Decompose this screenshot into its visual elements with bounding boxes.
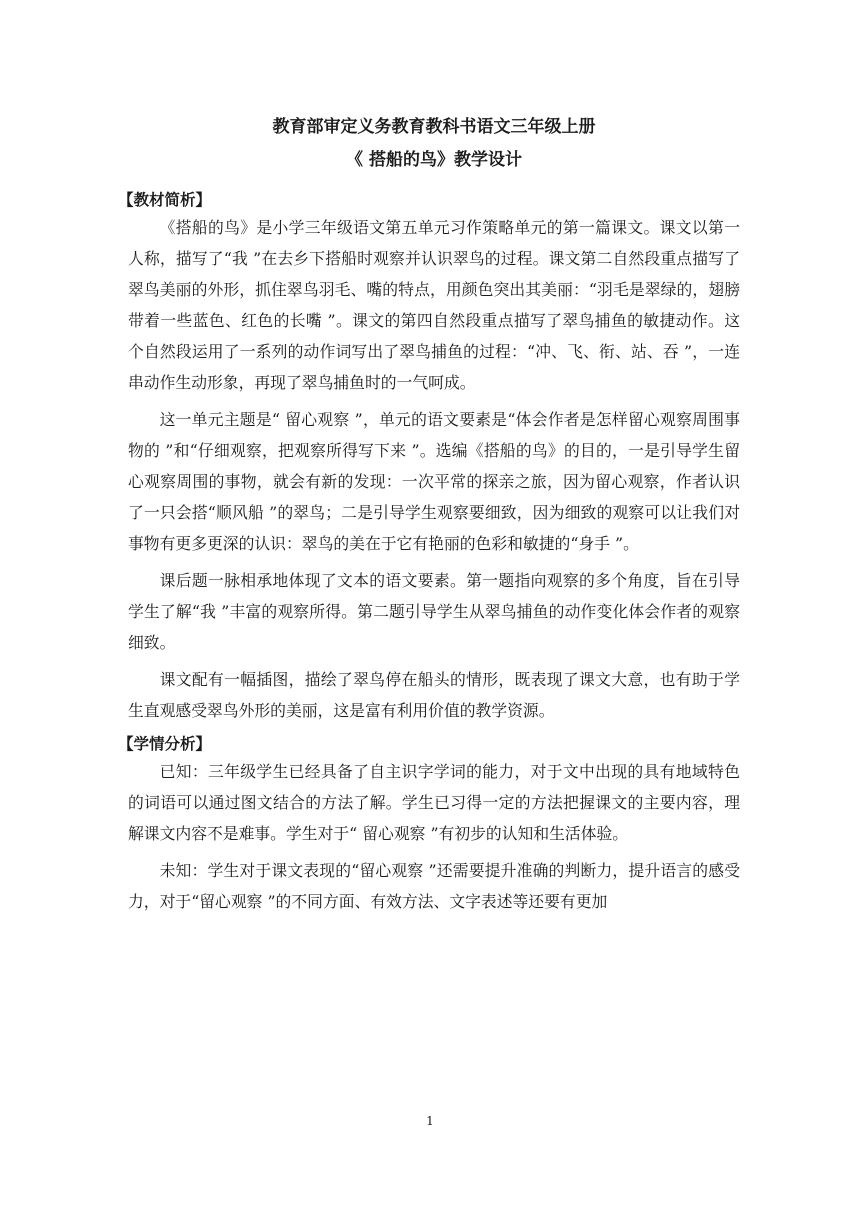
section-student-analysis [118,732,740,917]
paragraph: 已知：三年级学生已经具备了自主识字学词的能力，对于文中出现的具有地域特色的词语可以通过图文结合的方法了解。学生已习得一定的方法把握课文的主要内容，理解课文内容不是难事。学生对于“ 留心观察 ”有初步的认知和生活体验。 [128,762,740,843]
section-textbook-analysis [118,188,740,726]
section-heading: 【学情分析】 [118,735,212,753]
document-title: 教育部审定义务教育教科书语文三年级上册 [272,117,596,137]
paragraph: 《搭船的鸟》是小学三年级语文第五单元习作策略单元的第一篇课文。课文以第一人称，描写了“我 ”在去乡下搭船时观察并认识翠鸟的过程。课文第二自然段重点描写了翠鸟美丽的外形，抓住翠鸟羽毛、嘴的特点，用颜色突出其美丽：“羽毛是翠绿的，翅膀带着一些蓝色、红色的长嘴 ”。课文的第四自然段重点描写了翠鸟捕鱼的敏捷动作。这个自然段运用了一系列的动作词写出了翠鸟捕鱼的过程：“冲、飞、衔、站、吞 ”，一连串动作生动形象，再现了翠鸟捕鱼时的一气呵成。 [128,218,740,392]
document-body [118,112,740,923]
paragraph: 这一单元主题是“ 留心观察 ”，单元的语文要素是“体会作者是怎样留心观察周围事物的 ”和“仔细观察，把观察所得写下来 ”。选编《搭船的鸟》的目的，一是引导学生留心观察周围的事物，就会有新的发现：一次平常的探亲之旅，因为留心观察，作者认识了一只会搭“顺风船 ”的翠鸟；二是引导学生观察要细致，因为细致的观察可以让我们对事物有更多更深的认识：翠鸟的美在于它有艳丽的色彩和敏捷的“身手 ”。 [128,410,740,553]
paragraph: 课后题一脉相承地体现了文本的语文要素。第一题指向观察的多个角度，旨在引导学生了解“我 ”丰富的观察所得。第二题引导学生从翠鸟捕鱼的动作变化体会作者的观察细致。 [128,571,740,652]
paragraph: 课文配有一幅插图，描绘了翠鸟停在船头的情形，既表现了课文大意，也有助于学生直观感受翠鸟外形的美丽，这是富有利用价值的教学资源。 [128,670,740,720]
page-number: 1 [426,1114,434,1128]
paragraph: 未知：学生对于课文表现的“留心观察 ”还需要提升准确的判断力，提升语言的感受力，对于“留心观察 ”的不同方面、有效方法、文字表述等还要有更加 [128,861,740,911]
document-subtitle: 《 搭船的鸟》教学设计 [346,150,522,170]
section-heading: 【教材简析】 [118,191,212,209]
